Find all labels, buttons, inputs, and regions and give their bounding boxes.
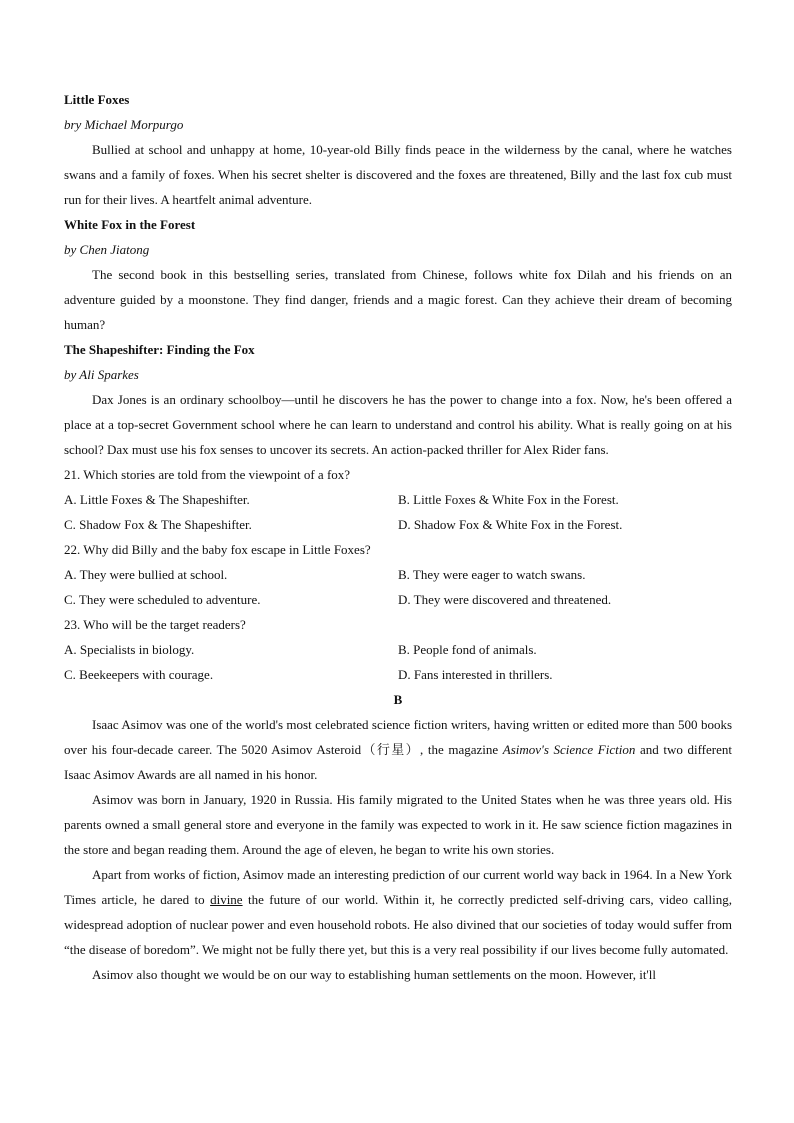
option-c: C. They were scheduled to adventure. (64, 592, 261, 607)
book-author: bry Michael Morpurgo (64, 117, 184, 132)
option-b: B. They were eager to watch swans. (398, 567, 586, 582)
option-row (64, 662, 732, 687)
section-heading: B (393, 692, 403, 707)
passage-paragraph: Asimov also thought we would be on our way to establishing human settlements on the moon. However, it'll (92, 967, 656, 982)
option-c: C. Shadow Fox & The Shapeshifter. (64, 517, 252, 532)
book-description: Bullied at school and unhappy at home, 10-year-old Billy finds peace in the wilderness by the canal, where he watches swans and a family of foxes. When his secret shelter is discovered and the foxes are threatened, Billy and the last fox cub must run for their lives. A heartfelt animal adventure. (64, 142, 732, 207)
option-row (64, 587, 732, 612)
book-description: The second book in this bestselling series, translated from Chinese, follows white fox Dilah and his friends on an adventure guided by a moonstone. They find danger, friends and a magic forest. Can they achieve their dream of becoming human? (64, 267, 732, 332)
book-entry-shapeshifter (64, 337, 732, 462)
option-a: A. Little Foxes & The Shapeshifter. (64, 492, 250, 507)
book-title: White Fox in the Forest (64, 217, 196, 232)
option-d: D. Shadow Fox & White Fox in the Forest. (398, 517, 623, 532)
question-22 (64, 537, 732, 612)
option-row (64, 637, 732, 662)
option-row (64, 562, 732, 587)
option-a: A. Specialists in biology. (64, 642, 195, 657)
option-b: B. Little Foxes & White Fox in the Forest. (398, 492, 619, 507)
option-a: A. They were bullied at school. (64, 567, 228, 582)
book-title: The Shapeshifter: Finding the Fox (64, 342, 255, 357)
paragraph-text: and two different Isaac Asimov Awards are all named in his honor. (64, 742, 732, 782)
paragraph-text: Apart from works of fiction, Asimov made an interesting prediction of our current world way back in 1964. In a New York Times article, he dared to (64, 867, 732, 907)
option-d: D. Fans interested in thrillers. (398, 667, 553, 682)
question-stem: 23. Who will be the target readers? (64, 617, 246, 632)
question-21 (64, 462, 732, 537)
passage-paragraph (64, 712, 732, 787)
paragraph-text: the future of our world. Within it, he correctly predicted self-driving cars, video calling, widespread adoption of nuclear power and even household robots. He also divined that our societies of today would suffer from “the disease of boredom”. We might not be fully there yet, but this is a very real possibility if our lives become fully automated. (64, 892, 732, 957)
book-entry-white-fox (64, 212, 732, 337)
paragraph-text: Isaac Asimov was one of the world's most celebrated science fiction writers, having written or edited more than 500 books over his four-decade career. The 5020 Asimov Asteroid（行星）, the magazine (64, 717, 732, 757)
question-stem: 21. Which stories are told from the viewpoint of a fox? (64, 467, 351, 482)
option-d: D. They were discovered and threatened. (398, 592, 612, 607)
book-author: by Ali Sparkes (64, 367, 139, 382)
option-b: B. People fond of animals. (398, 642, 537, 657)
option-c: C. Beekeepers with courage. (64, 667, 214, 682)
book-author: by Chen Jiatong (64, 242, 150, 257)
passage-paragraph (64, 862, 732, 962)
book-description: Dax Jones is an ordinary schoolboy—until he discovers he has the power to change into a fox. Now, he's been offered a place at a top-secret Government school where he can learn to understand and control his ability. What is really going on at his school? Dax must use his fox senses to uncover its secrets. An action-packed thriller for Alex Rider fans. (64, 392, 732, 457)
question-stem: 22. Why did Billy and the baby fox escape in Little Foxes? (64, 542, 371, 557)
underlined-word: divine (210, 892, 243, 907)
question-23 (64, 612, 732, 687)
document-body (64, 87, 732, 987)
book-entry-little-foxes (64, 87, 732, 212)
option-row (64, 512, 732, 537)
passage-paragraph: Asimov was born in January, 1920 in Russia. His family migrated to the United States when he was three years old. His parents owned a small general store and everyone in the family was expected to work in it. He saw science fiction magazines in the store and began reading them. Around the age of eleven, he began to write his own stories. (64, 792, 732, 857)
book-title: Little Foxes (64, 92, 130, 107)
option-row (64, 487, 732, 512)
magazine-title: Asimov's Science Fiction (502, 742, 636, 757)
